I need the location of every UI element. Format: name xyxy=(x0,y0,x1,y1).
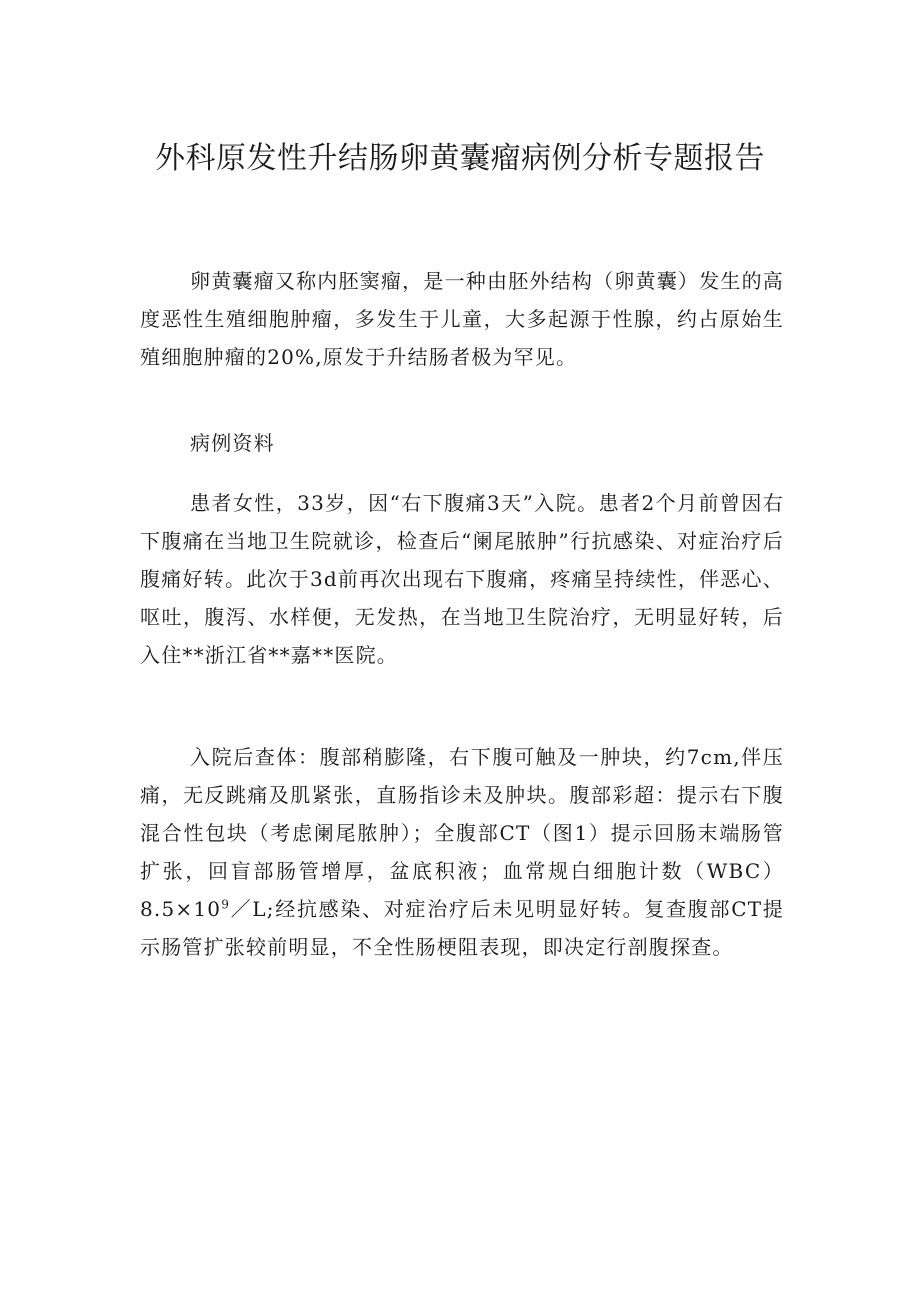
document-title: 外科原发性升结肠卵黄囊瘤病例分析专题报告 xyxy=(155,141,765,176)
case-history-paragraph: 患者女性，33岁，因“右下腹痛3天”入院。患者2个月前曾因右下腹痛在当地卫生院就诊，检查后“阑尾脓肿”行抗感染、对症治疗后腹痛好转。此次于3d前再次出现右下腹痛，疼痛呈持续性，伴恶心、呕吐，腹泻、水样便，无发热，在当地卫生院治疗，无明显好转，后入住**浙江省**嘉**医院。 xyxy=(140,491,784,667)
examination-text-part2: ／L;经抗感染、对症治疗后未见明显好转。复查腹部CT提示肠管扩张较前明显，不全性肠梗阻表现，即决定行剖腹探查。 xyxy=(140,897,784,959)
intro-paragraph: 卵黄囊瘤又称内胚窦瘤，是一种由胚外结构（卵黄囊）发生的高度恶性生殖细胞肿瘤，多发生于儿童，大多起源于性腺，约占原始生殖细胞肿瘤的20%,原发于升结肠者极为罕见。 xyxy=(140,269,784,369)
examination-paragraph xyxy=(140,738,784,966)
section-heading: 病例资料 xyxy=(190,431,275,455)
examination-text-part1: 入院后查体：腹部稍膨隆，右下腹可触及一肿块，约7cm,伴压痛，无反跳痛及肌紧张，直肠指诊未及肿块。腹部彩超：提示右下腹混合性包块（考虑阑尾脓肿）；全腹部CT（图1）提示回肠末端肠管扩张，回盲部肠管增厚，盆底积液；血常规白细胞计数（WBC）8.5×10 xyxy=(140,745,784,921)
examination-exponent: 9 xyxy=(221,897,231,912)
